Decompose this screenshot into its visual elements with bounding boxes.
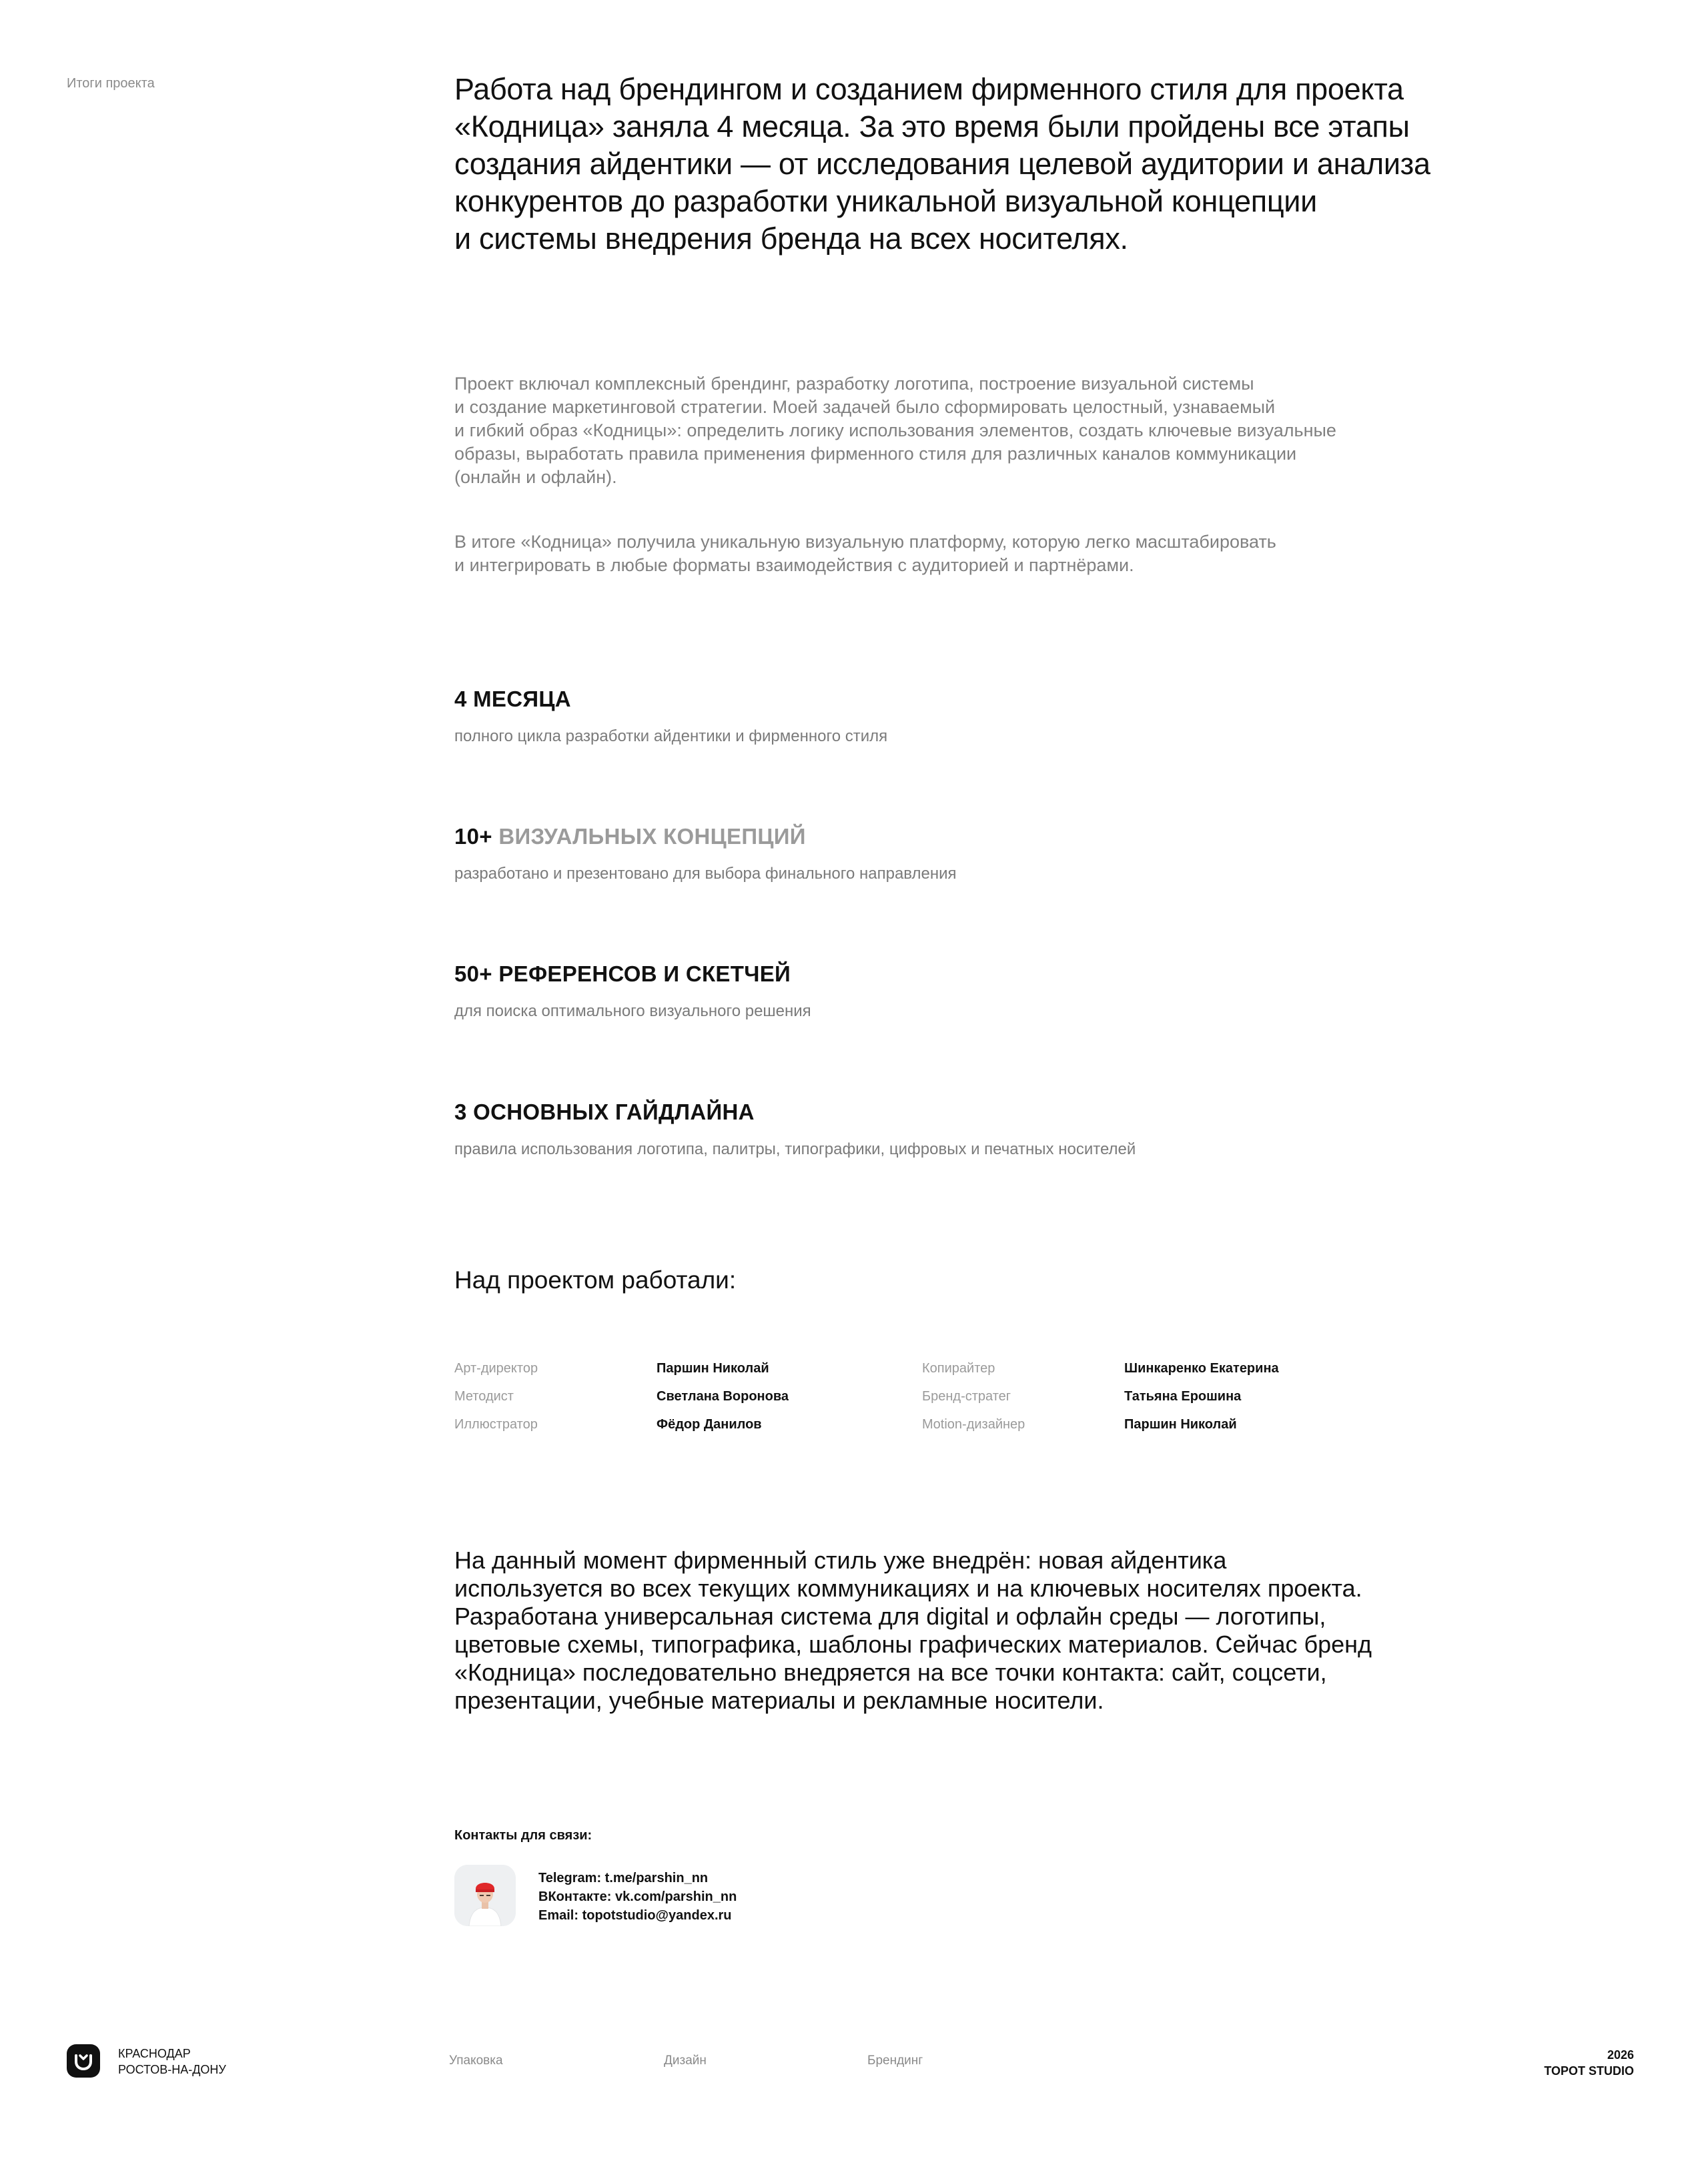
section-label: Итоги проекта: [67, 76, 155, 91]
footer-link-branding[interactable]: Брендинг: [867, 2054, 923, 2068]
description-paragraph-2: [454, 530, 1455, 577]
closing-line: Разработана универсальная система для digital и офлайн среды — логотипы,: [454, 1603, 1326, 1630]
team-role: Методист: [454, 1389, 514, 1404]
closing-line: На данный момент фирменный стиль уже внедрён: новая айдентика: [454, 1547, 1227, 1574]
footer-city: РОСТОВ-НА-ДОНУ: [118, 2063, 226, 2076]
team-heading: Над проектом работали:: [454, 1266, 737, 1294]
team-member: Паршин Николай: [1124, 1417, 1237, 1432]
closing-line: «Кодница» последовательно внедряется на все точки контакта: сайт, соцсети,: [454, 1659, 1327, 1686]
lead-line: и системы внедрения бренда на всех носителях.: [454, 222, 1128, 256]
paragraph-line: и создание маркетинговой стратегии. Моей задачей было сформировать целостный, узнаваемый: [454, 397, 1276, 417]
team-member: Паршин Николай: [657, 1361, 769, 1376]
footer-cities: [118, 2046, 226, 2078]
lead-line: Работа над брендингом и созданием фирменного стиля для проекта: [454, 72, 1404, 106]
contact-details: [538, 1869, 737, 1925]
logo-glyph-icon: [67, 2044, 100, 2078]
stat-description: полного цикла разработки айдентики и фирменного стиля: [454, 727, 888, 745]
contacts-title: Контакты для связи:: [454, 1828, 592, 1843]
lead-line: конкурентов до разработки уникальной визуальной концепции: [454, 184, 1317, 218]
footer-credits: [1544, 2047, 1634, 2079]
stat-title: [454, 1100, 755, 1125]
team-grid: [454, 1360, 1391, 1434]
avatar: [454, 1865, 516, 1926]
team-member: Татьяна Ерошина: [1124, 1389, 1242, 1404]
lead-line: «Кодница» заняла 4 месяца. За это время были пройдены все этапы: [454, 109, 1410, 143]
closing-line: используется во всех текущих коммуникациях и на ключевых носителях проекта.: [454, 1575, 1362, 1602]
stat-title-text: 4 МЕСЯЦА: [454, 687, 571, 711]
stat-description: разработано и презентовано для выбора финального направления: [454, 865, 957, 883]
footer-link-design[interactable]: Дизайн: [664, 2054, 707, 2068]
closing-line: цветовые схемы, типографика, шаблоны графических материалов. Сейчас бренд: [454, 1631, 1372, 1658]
team-member: Светлана Воронова: [657, 1389, 789, 1404]
paragraph-line: и интегрировать в любые форматы взаимодействия с аудиторией и партнёрами.: [454, 555, 1134, 575]
studio-logo-icon[interactable]: [67, 2044, 100, 2078]
vk-link[interactable]: ВКонтакте: vk.com/parshin_nn: [538, 1889, 737, 1904]
team-role: Арт-директор: [454, 1361, 538, 1376]
lead-text: [454, 71, 1509, 258]
lead-line: создания айдентики — от исследования целевой аудитории и анализа: [454, 147, 1430, 181]
stat-title-muted: ВИЗУАЛЬНЫХ КОНЦЕПЦИЙ: [498, 824, 806, 849]
stat-description: правила использования логотипа, палитры, типографики, цифровых и печатных носителей: [454, 1140, 1136, 1158]
email-link[interactable]: Email: topotstudio@yandex.ru: [538, 1908, 732, 1923]
closing-text: [454, 1547, 1455, 1715]
team-role: Копирайтер: [922, 1361, 995, 1376]
stat-description: для поиска оптимального визуального решения: [454, 1002, 811, 1020]
team-role: Бренд-стратег: [922, 1389, 1011, 1404]
paragraph-line: В итоге «Кодница» получила уникальную визуальную платформу, которую легко масштабировать: [454, 532, 1276, 552]
closing-line: презентации, учебные материалы и рекламные носители.: [454, 1687, 1104, 1714]
stat-title: [454, 687, 571, 712]
stat-title-text: 10+: [454, 824, 492, 849]
stat-title: [454, 961, 791, 987]
avatar-image: [454, 1865, 516, 1926]
team-role: Motion-дизайнер: [922, 1417, 1025, 1432]
footer-city: КРАСНОДАР: [118, 2047, 191, 2060]
description-paragraph-1: [454, 372, 1455, 489]
team-role: Иллюстратор: [454, 1417, 538, 1432]
stat-title-text: 50+ РЕФЕРЕНСОВ И СКЕТЧЕЙ: [454, 961, 791, 986]
footer-studio: TOPOT STUDIO: [1544, 2064, 1634, 2078]
paragraph-line: образы, выработать правила применения фирменного стиля для различных каналов коммуникации: [454, 444, 1297, 464]
paragraph-line: и гибкий образ «Кодницы»: определить логику использования элементов, создать ключевые визуальные: [454, 420, 1336, 440]
paragraph-line: (онлайн и офлайн).: [454, 467, 617, 487]
stat-title: [454, 824, 806, 849]
telegram-link[interactable]: Telegram: t.me/parshin_nn: [538, 1871, 709, 1885]
paragraph-line: Проект включал комплексный брендинг, разработку логотипа, построение визуальной системы: [454, 374, 1254, 394]
team-member: Фёдор Данилов: [657, 1417, 762, 1432]
team-member: Шинкаренко Екатерина: [1124, 1361, 1279, 1376]
stat-title-text: 3 ОСНОВНЫХ ГАЙДЛАЙНА: [454, 1100, 755, 1124]
footer-link-packaging[interactable]: Упаковка: [449, 2054, 503, 2068]
footer-year: 2026: [1607, 2048, 1634, 2062]
